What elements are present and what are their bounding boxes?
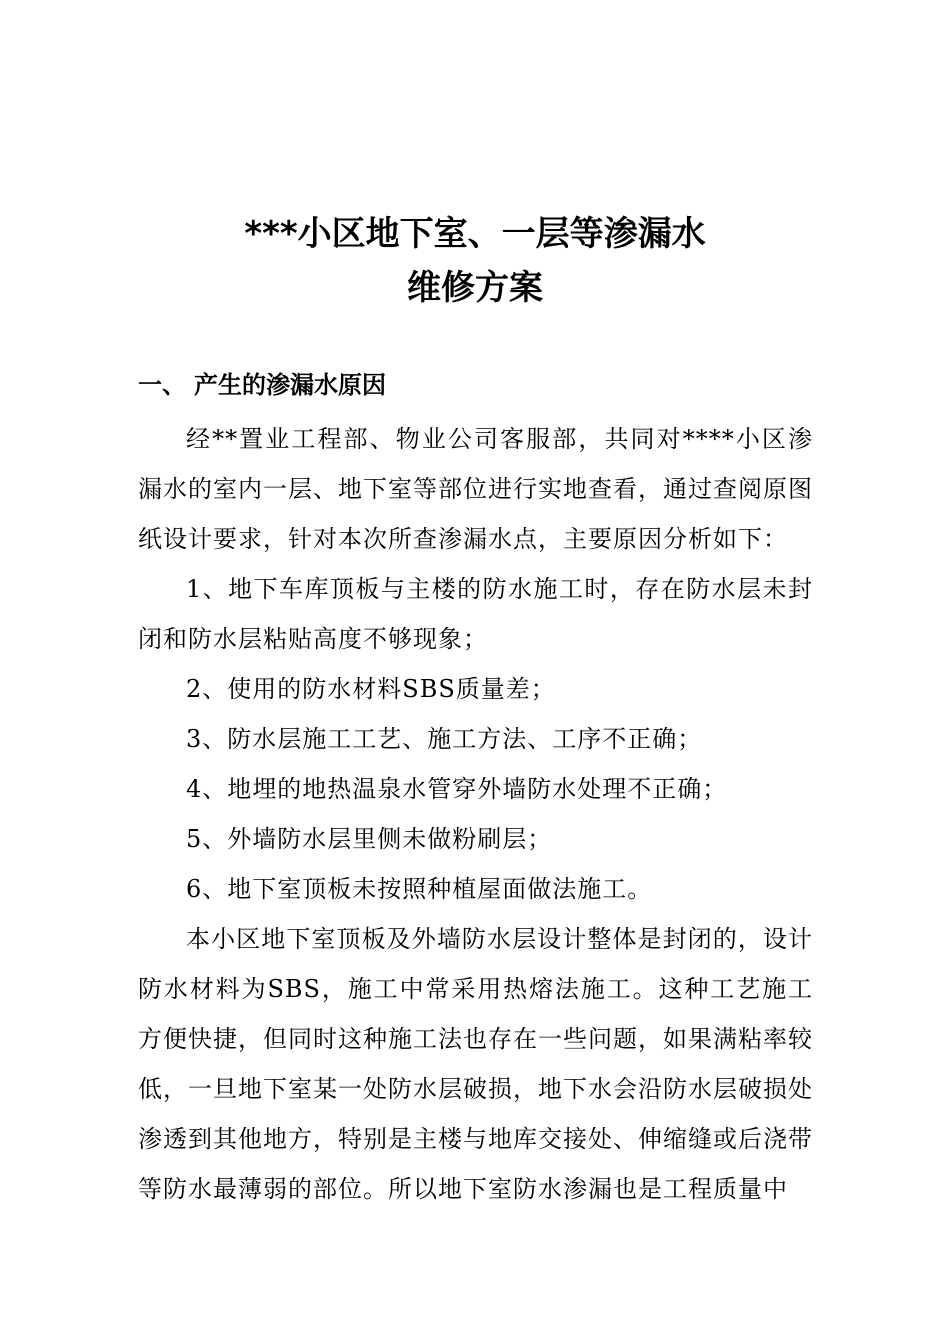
list-item-cause-2: 2、使用的防水材料SBS质量差； xyxy=(186,675,556,703)
document-body xyxy=(138,414,813,1214)
section-heading-text: 产生的渗漏水原因 xyxy=(194,371,386,399)
document-title-line-1: ***小区地下室、一层等渗漏水 xyxy=(244,214,706,254)
list-item-cause-1: 1、地下车库顶板与主楼的防水施工时，存在防水层未封闭和防水层粘贴高度不够现象； xyxy=(138,575,813,653)
section-number: 一、 xyxy=(138,371,186,399)
list-item-cause-4: 4、地埋的地热温泉水管穿外墙防水处理不正确； xyxy=(186,775,728,803)
list-item-cause-5: 5、外墙防水层里侧未做粉刷层； xyxy=(186,825,553,853)
paragraph-analysis: 本小区地下室顶板及外墙防水层设计整体是封闭的，设计防水材料为SBS，施工中常采用热熔法施工。这种工艺施工方便快捷，但同时这种施工法也存在一些问题，如果满粘率较低，一旦地下室某一处防水层破损，地下水会沿防水层破损处渗透到其他地方，特别是主楼与地库交接处、伸缩缝或后浇带等防水最薄弱的部位。所以地下室防水渗漏也是工程质量中 xyxy=(138,925,813,1203)
paragraph-intro: 经**置业工程部、物业公司客服部，共同对****小区渗漏水的室内一层、地下室等部位进行实地查看，通过查阅原图纸设计要求，针对本次所查渗漏水点，主要原因分析如下： xyxy=(138,425,813,553)
document-title-line-2: 维修方案 xyxy=(407,268,543,308)
list-item-cause-3: 3、防水层施工工艺、施工方法、工序不正确； xyxy=(186,725,703,753)
list-item-cause-6: 6、地下室顶板未按照种植屋面做法施工。 xyxy=(186,875,653,903)
section-heading xyxy=(138,370,386,400)
